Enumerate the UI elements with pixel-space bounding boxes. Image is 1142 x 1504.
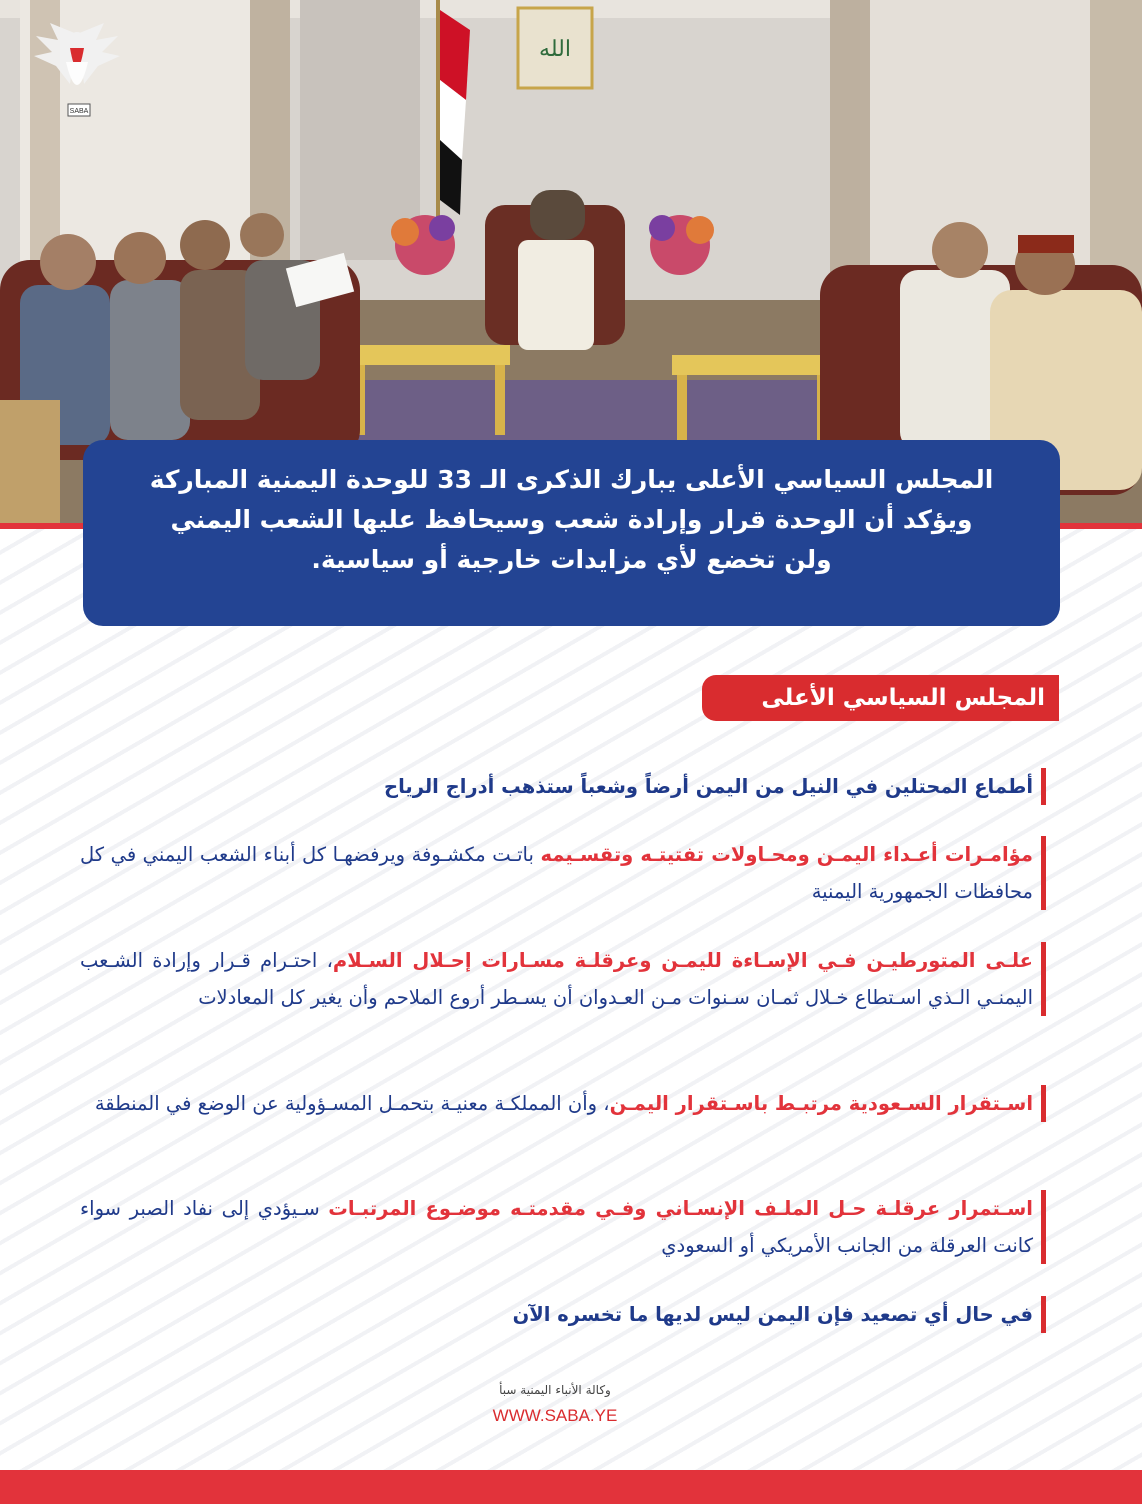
headline-line-1: المجلس السياسي الأعلى يبارك الذكرى الـ 33 للوحدة اليمنية المباركة	[149, 465, 994, 494]
saba-eagle-logo	[30, 18, 124, 130]
point-5-lead: اسـتمرار عرقلـة حـل الملـف الإنسـاني وفـي مقدمتـه موضـوع المرتبـات	[328, 1197, 1033, 1220]
headline-line-3: ولن تخضع لأي مزايدات خارجية أو سياسية.	[311, 545, 832, 574]
point-5	[80, 1190, 1046, 1264]
point-6-lead: في حال أي تصعيد فإن اليمن ليس لديها ما تخسره الآن	[512, 1303, 1033, 1326]
point-2-lead: مؤامـرات أعـداء اليمـن ومحـاولات تفتيتـه وتقسـيمه	[540, 843, 1033, 866]
website-link[interactable]: WWW.SABA.YE	[492, 1406, 618, 1425]
point-3	[80, 942, 1046, 1016]
point-1	[80, 768, 1046, 805]
point-2	[80, 836, 1046, 910]
bottom-bar	[0, 1470, 1142, 1504]
point-1-lead: أطماع المحتلين في النيل من اليمن أرضاً وشعباً ستذهب أدراج الرياح	[384, 775, 1033, 798]
svg-text:الله: الله	[539, 37, 571, 62]
point-4-rest: ، وأن المملكـة معنيـة بتحمـل المسـؤولية عن الوضع في المنطقة	[94, 1092, 610, 1115]
point-2-rest: باتـت مكشـوفة ويرفضهـا كل أبناء الشعب اليمني في كل محافظات الجمهورية اليمنية	[80, 843, 1033, 903]
point-3-lead: علـى المتورطيـن فـي الإسـاءة لليمـن وعرقلـة مسـارات إحـلال السـلام	[332, 949, 1033, 972]
point-4	[80, 1085, 1046, 1122]
point-3-rest: ، احتـرام قـرار وإرادة الشـعب اليمنـي الـذي اسـتطاع خـلال ثمـان سـنوات مـن العـدوان أن يسـطر أروع الملاحم وأن يغير كل المعادلات	[80, 949, 1033, 1009]
section-title: المجلس السياسي الأعلى	[702, 675, 1059, 721]
point-4-lead: اسـتقرار السـعودية مرتبـط باسـتقرار اليمـن	[609, 1092, 1033, 1115]
headline-box	[83, 440, 1060, 626]
headline-line-2: ويؤكد أن الوحدة قرار وإرادة شعب وسيحافظ عليها الشعب اليمني	[170, 505, 973, 534]
logo-text: SABA	[69, 108, 89, 115]
agency-name: وكالة الأنباء اليمنية سبأ	[499, 1383, 611, 1397]
point-6	[80, 1296, 1046, 1333]
point-5-rest: سـيؤدي إلى نفاد الصبر سواء كانت العرقلة من الجانب الأمريكي أو السعودي	[80, 1197, 1033, 1257]
